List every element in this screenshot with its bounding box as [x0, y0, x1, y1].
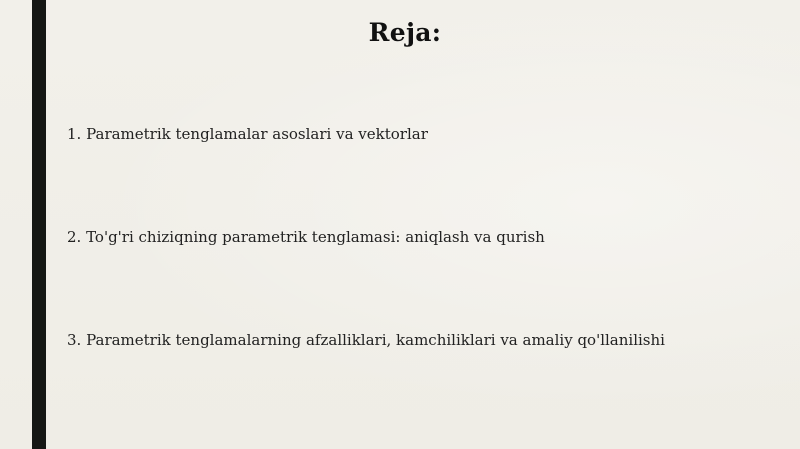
slide-title: Reja: [368, 18, 442, 47]
plan-item-2: 2. To'g'ri chiziqning parametrik tenglamasi: aniqlash va qurish [67, 228, 545, 246]
plan-item-3: 3. Parametrik tenglamalarning afzalliklari, kamchiliklari va amaliy qo'llanilishi [67, 331, 665, 349]
plan-item-1: 1. Parametrik tenglamalar asoslari va vektorlar [67, 125, 428, 143]
left-accent-bar [32, 0, 46, 449]
